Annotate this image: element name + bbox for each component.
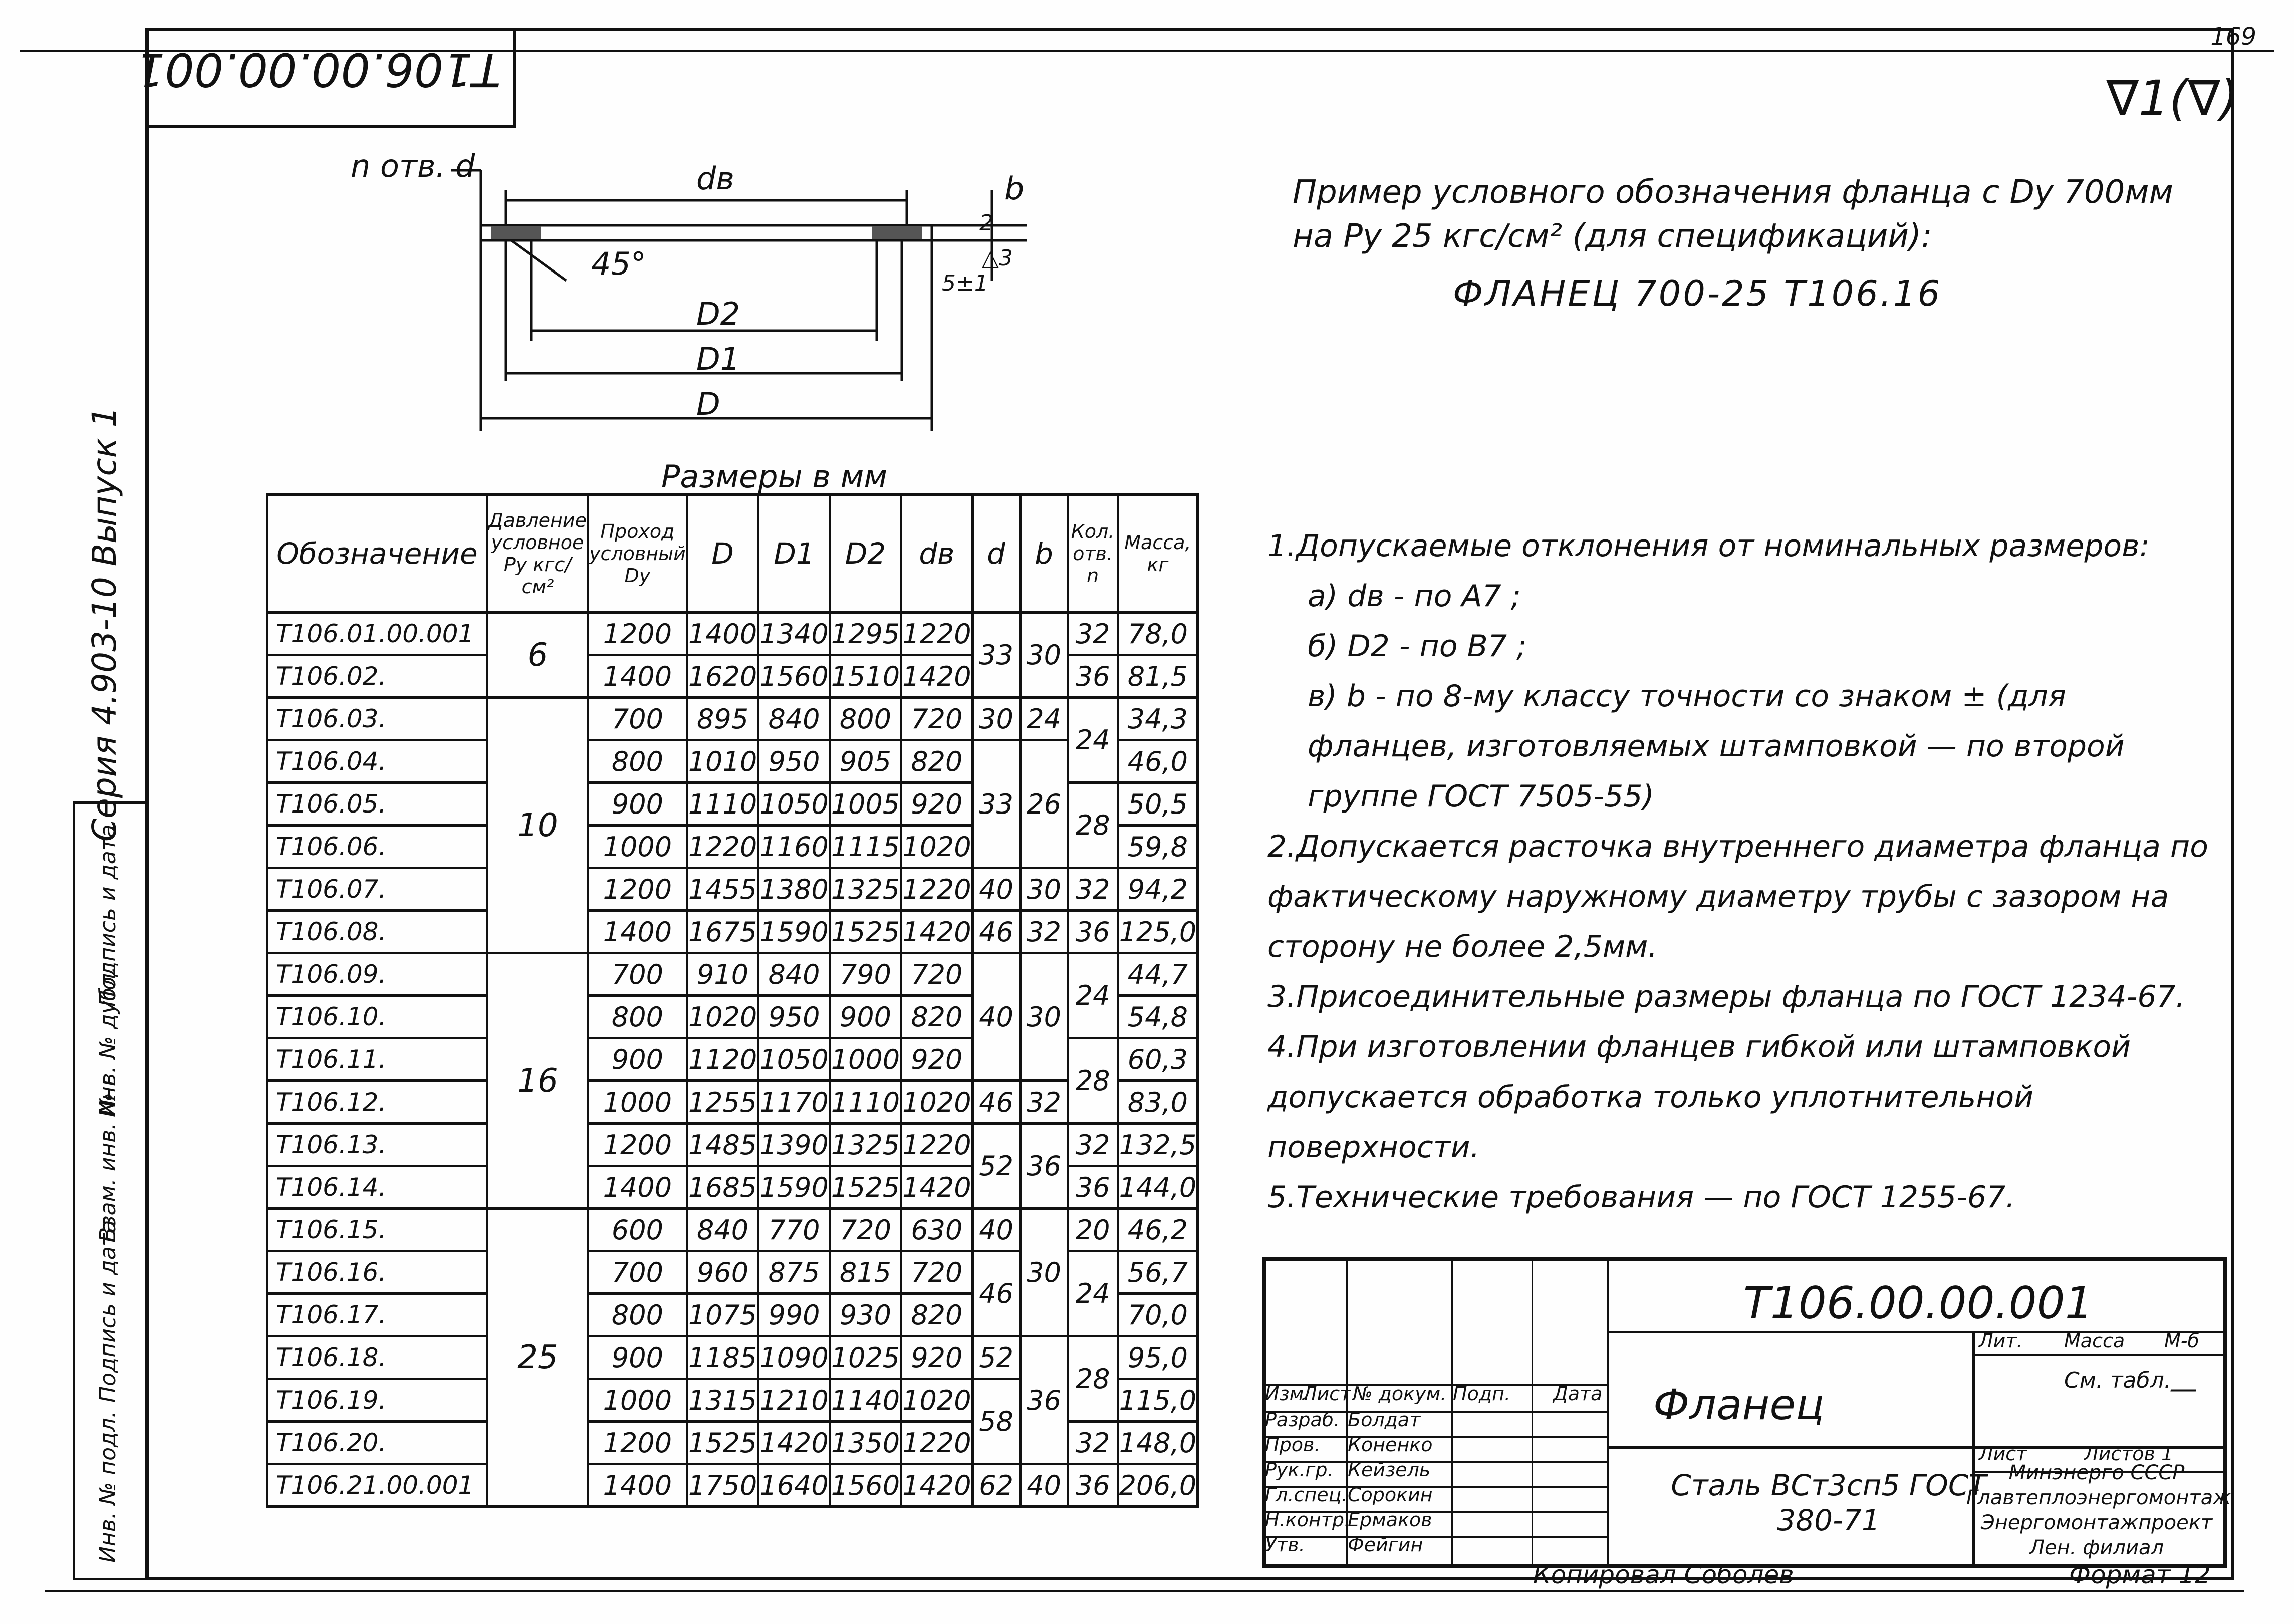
tb-header-doc: № докум. — [1353, 1383, 1447, 1405]
side-label-4: Подпись и дата — [95, 1220, 121, 1403]
cell-mass: 125,0 — [1118, 911, 1198, 953]
cell-D1: 950 — [758, 996, 830, 1038]
table-row — [267, 1464, 1198, 1507]
cell-mass: 50,5 — [1118, 783, 1198, 826]
cell-D2: 1115 — [830, 826, 901, 868]
cell-D1: 840 — [758, 698, 830, 740]
cell-designation: Т106.09. — [267, 953, 487, 996]
chamfer-line — [511, 240, 566, 281]
cell-D: 910 — [687, 953, 758, 996]
tb-header-sign: Подп. — [1453, 1383, 1511, 1405]
cell-dv: 920 — [901, 783, 972, 826]
cell-D: 1120 — [687, 1038, 758, 1081]
cell-dy: 800 — [588, 1294, 687, 1336]
tb-person: Сорокин — [1348, 1484, 1433, 1506]
hatch-right — [872, 226, 922, 239]
cell-b: 26 — [1020, 740, 1068, 868]
cell-D1: 1380 — [758, 868, 830, 911]
d-label: D — [696, 386, 720, 422]
cell-mass: 46,2 — [1118, 1209, 1198, 1251]
cell-dy: 900 — [588, 783, 687, 826]
cell-D2: 1325 — [830, 1124, 901, 1166]
cell-D2: 930 — [830, 1294, 901, 1336]
hatch-left — [491, 226, 541, 239]
cell-b: 32 — [1020, 911, 1068, 953]
cell-dy: 1400 — [588, 1166, 687, 1209]
flange-body — [481, 225, 932, 240]
tb-sheets: Листов 1 — [2084, 1443, 2174, 1465]
cell-mass: 95,0 — [1118, 1336, 1198, 1379]
cell-d: 62 — [972, 1464, 1020, 1507]
cell-dv: 720 — [901, 953, 972, 996]
cell-n: 28 — [1068, 1336, 1118, 1422]
cell-dy: 800 — [588, 996, 687, 1038]
cell-D1: 950 — [758, 740, 830, 783]
cell-n: 32 — [1068, 613, 1118, 655]
cell-dv: 920 — [901, 1038, 972, 1081]
table-row — [267, 698, 1198, 740]
cell-D: 1750 — [687, 1464, 758, 1507]
cell-n: 36 — [1068, 1464, 1118, 1507]
cell-dy: 700 — [588, 1251, 687, 1294]
cell-D1: 1050 — [758, 1038, 830, 1081]
cell-designation: Т106.12. — [267, 1081, 487, 1124]
tb-role: Рук.гр. — [1265, 1459, 1334, 1481]
cell-designation: Т106.16. — [267, 1251, 487, 1294]
tb-sheet: Лист — [1979, 1443, 2027, 1465]
cell-mass: 34,3 — [1118, 698, 1198, 740]
cell-designation: Т106.14. — [267, 1166, 487, 1209]
th-D2: D2 — [830, 495, 901, 613]
cell-dy: 1200 — [588, 613, 687, 655]
note-1: 1.Допускаемые отклонения от номинальных размеров: — [1267, 528, 2150, 564]
cell-n: 32 — [1068, 1124, 1118, 1166]
cell-mass: 115,0 — [1118, 1379, 1198, 1422]
cell-D2: 1560 — [830, 1464, 901, 1507]
cell-b: 40 — [1020, 1464, 1068, 1507]
table-row — [267, 1081, 1198, 1124]
chamfer-3: △3 — [982, 245, 1013, 271]
tb-header-list: Лист — [1303, 1383, 1351, 1405]
cell-designation: Т106.11. — [267, 1038, 487, 1081]
cell-d: 33 — [972, 740, 1020, 868]
table-row — [267, 740, 1198, 783]
title-block-material: Сталь ВСт3сп5 ГОСТ 380-71 — [1671, 1468, 1986, 1537]
tb-role: Пров. — [1265, 1434, 1321, 1456]
cell-designation: Т106.18. — [267, 1336, 487, 1379]
cell-designation: Т106.13. — [267, 1124, 487, 1166]
cell-dy: 1400 — [588, 655, 687, 698]
cell-D: 1255 — [687, 1081, 758, 1124]
cell-dy: 1200 — [588, 1422, 687, 1464]
cell-n: 28 — [1068, 783, 1118, 868]
tb-role: Разраб. — [1265, 1409, 1340, 1431]
cell-dy: 700 — [588, 953, 687, 996]
cell-dv: 1420 — [901, 911, 972, 953]
cell-dv: 820 — [901, 740, 972, 783]
cell-mass: 56,7 — [1118, 1251, 1198, 1294]
cell-d: 58 — [972, 1379, 1020, 1464]
cell-pressure: 16 — [487, 953, 588, 1209]
table-row — [267, 1124, 1198, 1166]
side-label-1: Подпись и дата — [95, 824, 121, 1007]
cell-d: 33 — [972, 613, 1020, 698]
cell-D2: 1025 — [830, 1336, 901, 1379]
cell-D: 1485 — [687, 1124, 758, 1166]
cell-D1: 1640 — [758, 1464, 830, 1507]
cell-D: 1110 — [687, 783, 758, 826]
cell-dv: 1420 — [901, 1166, 972, 1209]
b-label: b — [1004, 170, 1025, 207]
cell-dy: 700 — [588, 698, 687, 740]
cell-D1: 1160 — [758, 826, 830, 868]
cell-dy: 1400 — [588, 911, 687, 953]
cell-designation: Т106.21.00.001 — [267, 1464, 487, 1507]
cell-D2: 790 — [830, 953, 901, 996]
th-passage: Проход условный Dу — [588, 495, 687, 613]
cell-D2: 1000 — [830, 1038, 901, 1081]
cell-D2: 1525 — [830, 911, 901, 953]
cell-mass: 132,5 — [1118, 1124, 1198, 1166]
cell-b: 30 — [1020, 613, 1068, 698]
cell-d: 46 — [972, 1081, 1020, 1124]
cell-dv: 1220 — [901, 613, 972, 655]
cell-dy: 900 — [588, 1336, 687, 1379]
cell-pressure: 25 — [487, 1209, 588, 1507]
cell-dv: 1220 — [901, 1124, 972, 1166]
table-row — [267, 911, 1198, 953]
cell-mass: 70,0 — [1118, 1294, 1198, 1336]
cell-designation: Т106.05. — [267, 783, 487, 826]
d2-label: D2 — [696, 296, 740, 332]
cell-mass: 148,0 — [1118, 1422, 1198, 1464]
dimensions-table — [266, 493, 1199, 1508]
cell-D: 1220 — [687, 826, 758, 868]
cell-dy: 1000 — [588, 1379, 687, 1422]
tb-person: Коненко — [1348, 1434, 1433, 1456]
cell-d: 40 — [972, 1209, 1020, 1251]
cell-D2: 1295 — [830, 613, 901, 655]
cell-mass: 44,7 — [1118, 953, 1198, 996]
cell-D1: 1170 — [758, 1081, 830, 1124]
title-block-name: Фланец — [1653, 1380, 1825, 1429]
cell-dy: 600 — [588, 1209, 687, 1251]
cell-d: 40 — [972, 953, 1020, 1081]
th-b: b — [1020, 495, 1068, 613]
cell-n: 24 — [1068, 698, 1118, 783]
cell-D: 1315 — [687, 1379, 758, 1422]
cell-n: 24 — [1068, 953, 1118, 1038]
cell-D: 895 — [687, 698, 758, 740]
cell-dv: 1020 — [901, 1081, 972, 1124]
cell-n: 32 — [1068, 1422, 1118, 1464]
cell-mass: 78,0 — [1118, 613, 1198, 655]
cell-designation: Т106.19. — [267, 1379, 487, 1422]
cell-dv: 1020 — [901, 1379, 972, 1422]
cell-D1: 1340 — [758, 613, 830, 655]
cell-b: 32 — [1020, 1081, 1068, 1124]
tb-header-izm: Изм. — [1265, 1383, 1310, 1405]
tb-scale-label: М-б — [2164, 1330, 2199, 1352]
cell-D2: 1525 — [830, 1166, 901, 1209]
cell-designation: Т106.07. — [267, 868, 487, 911]
cell-dy: 1000 — [588, 826, 687, 868]
cell-designation: Т106.06. — [267, 826, 487, 868]
cell-D1: 1420 — [758, 1422, 830, 1464]
table-row — [267, 1209, 1198, 1251]
note-3: 3.Присоединительные размеры фланца по ГОСТ 1234-67. — [1267, 979, 2185, 1014]
copied-by: Копировал Соболев — [1533, 1560, 1794, 1589]
note-1c: в) b - по 8-му классу точности со знаком ± (для фланцев, изготовляемых штамповкой — по второй группе ГОСТ 7505-55) — [1308, 679, 2125, 814]
cell-dy: 1000 — [588, 1081, 687, 1124]
cell-D1: 1590 — [758, 911, 830, 953]
cell-dv: 630 — [901, 1209, 972, 1251]
cell-designation: Т106.04. — [267, 740, 487, 783]
dv-label: dв — [696, 160, 734, 197]
designation-code: ФЛАНЕЦ 700-25 Т106.16 — [1453, 273, 1942, 314]
note-1b: б) D2 - по В7 ; — [1308, 629, 1527, 664]
cell-designation: Т106.02. — [267, 655, 487, 698]
note-4: 4.При изготовлении фланцев гибкой или штамповкой допускается обработка только уплотнительной поверхности. — [1267, 1029, 2131, 1165]
series-label: Серия 4.903-10 Выпуск 1 — [85, 406, 124, 842]
cell-designation: Т106.01.00.001 — [267, 613, 487, 655]
side-label-3: Взам. инв. № — [95, 1093, 121, 1242]
cell-designation: Т106.17. — [267, 1294, 487, 1336]
page-number: 169 — [2210, 23, 2256, 51]
cell-dv: 1220 — [901, 1422, 972, 1464]
cell-n: 24 — [1068, 1251, 1118, 1336]
cell-dv: 820 — [901, 996, 972, 1038]
cell-designation: Т106.20. — [267, 1422, 487, 1464]
tb-role: Гл.спец. — [1265, 1484, 1348, 1506]
cell-pressure: 10 — [487, 698, 588, 953]
cell-D1: 1590 — [758, 1166, 830, 1209]
cell-n: 36 — [1068, 1166, 1118, 1209]
cell-D: 1525 — [687, 1422, 758, 1464]
cell-D: 1010 — [687, 740, 758, 783]
cell-D2: 720 — [830, 1209, 901, 1251]
cell-dy: 1400 — [588, 1464, 687, 1507]
cell-D2: 1005 — [830, 783, 901, 826]
designation-example: Пример условного обозначения фланца с Dу 700мм на Ру 25 кгс/см² (для спецификаций): — [1293, 174, 2173, 255]
d1-label: D1 — [696, 341, 740, 377]
cell-D1: 1090 — [758, 1336, 830, 1379]
cell-D2: 1350 — [830, 1422, 901, 1464]
tb-person: Фейгин — [1348, 1534, 1423, 1556]
cell-dv: 720 — [901, 1251, 972, 1294]
cell-b: 30 — [1020, 868, 1068, 911]
tb-person: Болдат — [1348, 1409, 1421, 1431]
table-row — [267, 1336, 1198, 1379]
flange-section-drawing — [451, 150, 1052, 451]
table-caption: Размеры в мм — [661, 458, 888, 495]
table-header-row — [267, 495, 1198, 613]
th-d: d — [972, 495, 1020, 613]
cell-designation: Т106.08. — [267, 911, 487, 953]
cell-D1: 875 — [758, 1251, 830, 1294]
cell-D1: 1390 — [758, 1124, 830, 1166]
cell-mass: 59,8 — [1118, 826, 1198, 868]
cell-dy: 900 — [588, 1038, 687, 1081]
cell-mass: 206,0 — [1118, 1464, 1198, 1507]
cell-D: 1400 — [687, 613, 758, 655]
cell-b: 36 — [1020, 1124, 1068, 1209]
cell-D: 840 — [687, 1209, 758, 1251]
cell-mass: 94,2 — [1118, 868, 1198, 911]
cell-dv: 820 — [901, 1294, 972, 1336]
cell-D2: 1325 — [830, 868, 901, 911]
cell-D: 1620 — [687, 655, 758, 698]
th-D1: D1 — [758, 495, 830, 613]
note-2: 2.Допускается расточка внутреннего диаметра фланца по фактическому наружному диаметру трубы с зазором на сторону не более 2,5мм. — [1267, 829, 2208, 964]
th-designation: Обозначение — [267, 495, 487, 613]
tb-mass-value: См. табл. — [2064, 1368, 2171, 1393]
cell-D1: 1210 — [758, 1379, 830, 1422]
cell-n: 20 — [1068, 1209, 1118, 1251]
cell-d: 46 — [972, 1251, 1020, 1336]
tb-scale-value: — — [2169, 1373, 2197, 1405]
cell-n: 36 — [1068, 655, 1118, 698]
cell-designation: Т106.15. — [267, 1209, 487, 1251]
cell-D2: 900 — [830, 996, 901, 1038]
cell-d: 40 — [972, 868, 1020, 911]
cell-D: 1455 — [687, 868, 758, 911]
cell-dv: 720 — [901, 698, 972, 740]
cell-mass: 46,0 — [1118, 740, 1198, 783]
cell-D: 1685 — [687, 1166, 758, 1209]
roughness-symbol: ∇1(∇) — [2106, 70, 2239, 126]
cell-D1: 1050 — [758, 783, 830, 826]
cell-mass: 81,5 — [1118, 655, 1198, 698]
cell-pressure: 6 — [487, 613, 588, 698]
note-5: 5.Технические требования — по ГОСТ 1255-67. — [1267, 1180, 2015, 1215]
format-label: Формат 12 — [2069, 1560, 2211, 1589]
cell-D1: 1560 — [758, 655, 830, 698]
cell-D: 960 — [687, 1251, 758, 1294]
cell-dv: 1420 — [901, 1464, 972, 1507]
cell-D2: 1110 — [830, 1081, 901, 1124]
cell-mass: 60,3 — [1118, 1038, 1198, 1081]
cell-mass: 54,8 — [1118, 996, 1198, 1038]
cell-D: 1075 — [687, 1294, 758, 1336]
cell-d: 52 — [972, 1124, 1020, 1209]
th-pressure: Давление условное Ру кгс/см² — [487, 495, 588, 613]
cell-n: 32 — [1068, 868, 1118, 911]
bottom-edge — [45, 1590, 2244, 1592]
cell-D2: 800 — [830, 698, 901, 740]
cell-dv: 920 — [901, 1336, 972, 1379]
cell-designation: Т106.10. — [267, 996, 487, 1038]
cell-dv: 1020 — [901, 826, 972, 868]
cell-D2: 1510 — [830, 655, 901, 698]
table-row — [267, 953, 1198, 996]
cell-d: 46 — [972, 911, 1020, 953]
cell-n: 36 — [1068, 911, 1118, 953]
cell-b: 24 — [1020, 698, 1068, 740]
tb-lit: Лит. — [1979, 1330, 2023, 1352]
th-mass: Масса, кг — [1118, 495, 1198, 613]
cell-D2: 815 — [830, 1251, 901, 1294]
tb-header-date: Дата — [1553, 1383, 1603, 1405]
cell-D1: 990 — [758, 1294, 830, 1336]
cell-dv: 1220 — [901, 868, 972, 911]
cell-d: 52 — [972, 1336, 1020, 1379]
top-code: Т106.00.00.001 — [135, 43, 501, 96]
table-row — [267, 868, 1198, 911]
tb-person: Ермаков — [1348, 1509, 1432, 1531]
side-label-2: Инв. № дубл. — [95, 966, 121, 1117]
cell-D: 1020 — [687, 996, 758, 1038]
tb-person: Кейзель — [1348, 1459, 1431, 1481]
chamfer-2: 2 — [979, 210, 993, 236]
cell-D1: 770 — [758, 1209, 830, 1251]
cell-designation: Т106.03. — [267, 698, 487, 740]
th-dv: dв — [901, 495, 972, 613]
cell-D2: 1140 — [830, 1379, 901, 1422]
th-D: D — [687, 495, 758, 613]
cell-dy: 1200 — [588, 868, 687, 911]
tb-mass-label: Масса — [2064, 1330, 2125, 1352]
cell-d: 30 — [972, 698, 1020, 740]
note-1a: а) dв - по А7 ; — [1308, 579, 1521, 614]
cell-b: 36 — [1020, 1336, 1068, 1464]
cell-D: 1675 — [687, 911, 758, 953]
tb-role: Утв. — [1265, 1534, 1305, 1556]
cell-b: 30 — [1020, 953, 1068, 1081]
title-block-code: Т106.00.00.001 — [1743, 1277, 2093, 1329]
cell-D2: 905 — [830, 740, 901, 783]
cell-dv: 1420 — [901, 655, 972, 698]
chamfer-5: 5±1 — [942, 270, 988, 296]
cell-n: 28 — [1068, 1038, 1118, 1124]
angle-label: 45° — [591, 245, 646, 282]
technical-notes — [1267, 521, 2219, 1222]
tb-role: Н.контр. — [1265, 1509, 1351, 1531]
cell-D: 1185 — [687, 1336, 758, 1379]
cell-mass: 144,0 — [1118, 1166, 1198, 1209]
cell-dy: 800 — [588, 740, 687, 783]
table-row — [267, 613, 1198, 655]
th-holes: Кол. отв. n — [1068, 495, 1118, 613]
cell-D1: 840 — [758, 953, 830, 996]
cell-b: 30 — [1020, 1209, 1068, 1336]
cell-dy: 1200 — [588, 1124, 687, 1166]
tb-organization: Минэнерго СССР Главтеплоэнергомонтаж Энергомонтажпроект Лен. филиал — [1966, 1461, 2231, 1559]
cell-mass: 83,0 — [1118, 1081, 1198, 1124]
side-label-5: Инв. № подл. — [95, 1411, 121, 1563]
hole-label: n отв. d — [351, 148, 475, 184]
